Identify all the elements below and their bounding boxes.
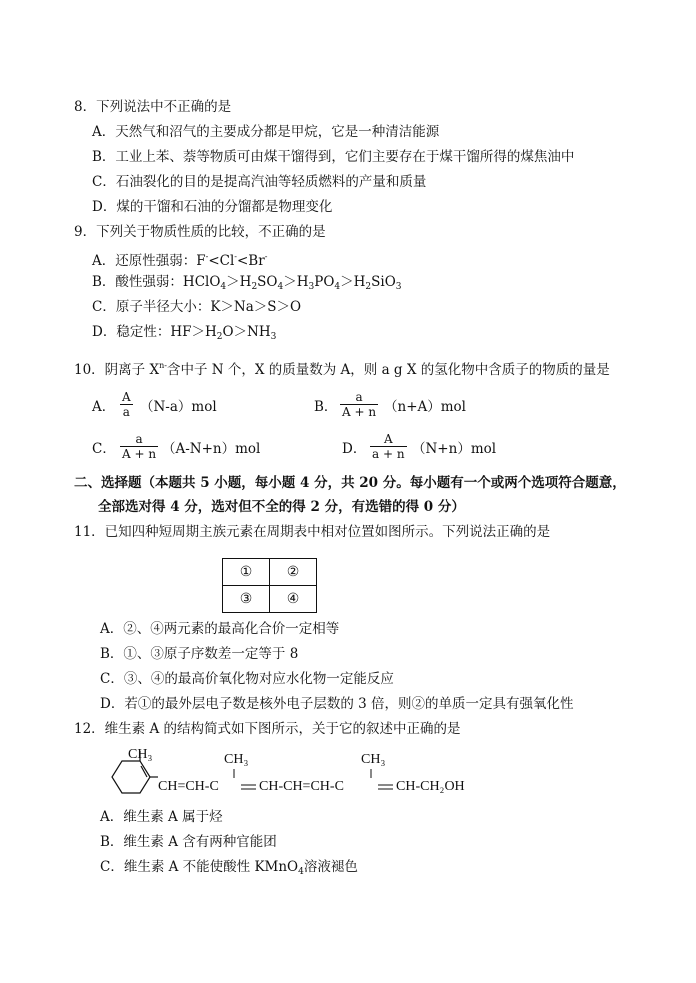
section2-heading-line2: 全部选对得 4 分，选对但不全的得 2 分，有选错的得 0 分） — [98, 499, 465, 515]
q12-option-b: B．维生素 A 含有两种官能团 — [100, 834, 277, 850]
q10-option-a-label: A． — [92, 399, 116, 415]
chain-part-2: CH-CH=CH-C — [259, 779, 344, 794]
q11-option-a: A．②、④两元素的最高化合价一定相等 — [100, 621, 340, 637]
methyl-3: CH₃ — [361, 752, 386, 767]
q12-stem: 12．维生素 A 的结构简式如下图所示，关于它的叙述中正确的是 — [74, 721, 461, 737]
q8-option-d: D．煤的干馏和石油的分馏都是物理变化 — [92, 199, 333, 215]
q9-option-d: D．稳定性：$HF>H_2O>NH_3$ — [92, 324, 277, 342]
q10-option-d-tail: （N+n）mol — [412, 441, 497, 457]
q8-option-c: C．石油裂化的目的是提高汽油等轻质燃料的产量和质量 — [92, 174, 427, 190]
q10-option-d-label: D． — [342, 441, 367, 457]
q8-option-b: B．工业上苯、萘等物质可由煤干馏得到，它们主要存在于煤干馏所得的煤焦油中 — [92, 149, 575, 165]
cell-2: ② — [270, 559, 317, 586]
cell-1: ① — [223, 559, 270, 586]
q10-option-c-tail: （A-N+n）mol — [162, 441, 261, 457]
periodic-position-table — [222, 558, 317, 613]
q10-option-c-label: C． — [92, 441, 116, 457]
q10-option-d-fraction: $\frac{A}{a + n}$ — [372, 432, 405, 461]
q11-option-c: C．③、④的最高价氧化物对应水化物一定能反应 — [100, 671, 394, 687]
q10-option-b-fraction: $\frac{a}{A + n}$ — [342, 390, 377, 419]
q11-option-b: B．①、③原子序数差一定等于 8 — [100, 646, 299, 662]
cell-3: ③ — [223, 586, 270, 613]
q10-option-b-label: B． — [314, 399, 338, 415]
q10-option-b-tail: （n+A）mol — [384, 399, 467, 415]
q9-option-c: C．原子半径大小：K＞Na＞S＞O — [92, 299, 302, 315]
methyl-1: CH₃ — [128, 747, 153, 762]
q10-option-c-fraction: $\frac{a}{A + n}$ — [122, 432, 157, 461]
chain-part-3: CH-CH₂OH — [396, 779, 465, 794]
methyl-2: CH₃ — [224, 752, 249, 767]
section2-heading: 二、选择题（本题共 5 小题，每小题 4 分，共 20 分。每小题有一个或两个选项符合题意， — [74, 475, 626, 491]
q8-option-a: A．天然气和沼气的主要成分都是甲烷，它是一种清洁能源 — [92, 124, 440, 140]
q9-stem: 9．下列关于物质性质的比较，不正确的是 — [74, 224, 326, 240]
q8-stem: 8．下列说法中不正确的是 — [74, 99, 232, 115]
q9-option-a: A．还原性强弱：F-<Cl-<Br- — [92, 252, 268, 269]
q11-stem: 11．已知四种短周期主族元素在周期表中相对位置如图所示。下列说法正确的是 — [74, 524, 551, 540]
q12-option-c: C．维生素 A 不能使酸性 KMnO$_4$溶液褪色 — [100, 859, 358, 877]
cell-4: ④ — [270, 586, 317, 613]
q10-stem: 10．阴离子 $X^{n-}$含中子 N 个，X 的质量数为 A，则 a g X 的氢化物中含质子的物质的量是 — [74, 361, 610, 378]
q9-option-b: B．酸性强弱：$HClO_4>H_2SO_4>H_3PO_4>H_2SiO_3$ — [92, 274, 402, 292]
q12-option-a: A．维生素 A 属于烃 — [100, 809, 223, 825]
q10-option-a-tail: （N-a）mol — [140, 399, 217, 415]
q11-option-d: D．若①的最外层电子数是核外电子层数的 3 倍，则②的单质一定具有强氧化性 — [100, 696, 574, 712]
chain-part-1: CH=CH-C — [158, 779, 219, 794]
q10-option-a-fraction: $\frac{A}{a}$ — [122, 390, 131, 419]
